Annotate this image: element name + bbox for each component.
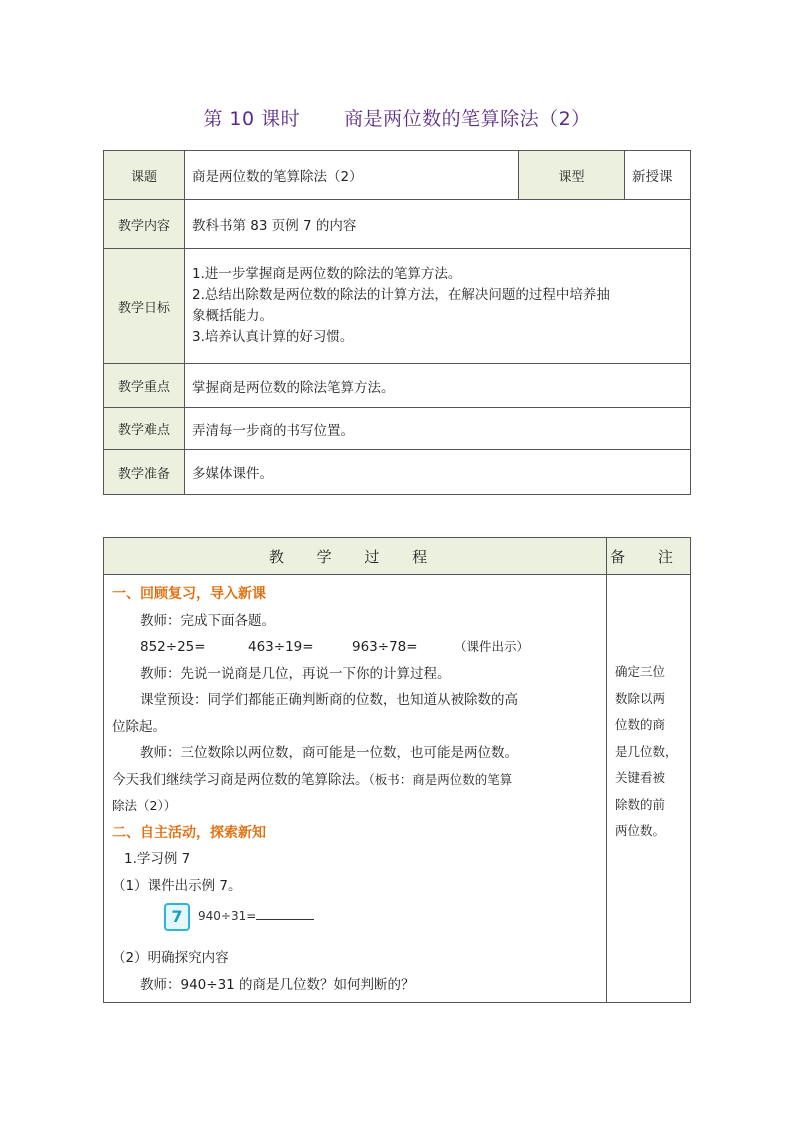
paragraph: 教师：940÷31 的商是几位数？如何判断的？ <box>140 976 415 993</box>
key-label: 教学重点 <box>104 364 185 408</box>
equation-note: （课件出示） <box>454 639 530 654</box>
note-text: 确定三位 数除以两 位数的商 是几位数， 关键看被 除数的前 两位数。 <box>615 664 678 838</box>
lesson-number: 第 10 课时 <box>203 108 301 130</box>
example-7 <box>112 899 600 945</box>
equation-row <box>112 634 600 661</box>
course-value: 商是两位数的笔算除法（2） <box>185 151 519 200</box>
paragraph: 位除起。 <box>112 718 166 735</box>
course-label: 课题 <box>104 151 185 200</box>
difficult-label: 教学难点 <box>104 408 185 450</box>
page-title <box>0 104 794 131</box>
goal-label: 教学日标 <box>104 249 185 364</box>
paragraph: 除法（2）） <box>112 798 177 813</box>
goal-item: 1.进一步掌握商是两位数的除法的笔算方法。 <box>192 266 462 282</box>
goal-item: 2.总结出除数是两位数的除法的计算方法，在解决问题的过程中培养抽 <box>192 287 610 303</box>
paragraph: 教师：三位数除以两位数，商可能是一位数，也可能是两位数。 <box>140 745 518 761</box>
note-header: 备 注 <box>607 538 691 575</box>
example-expression: 940÷31= <box>198 907 314 923</box>
equation: 963÷78= <box>352 639 418 655</box>
answer-blank <box>256 907 314 920</box>
paragraph: （2）明确探究内容 <box>112 950 229 966</box>
section-heading: 二、自主活动，探索新知 <box>112 824 266 841</box>
key-value: 掌握商是两位数的除法笔算方法。 <box>185 364 691 408</box>
prep-label: 教学准备 <box>104 450 185 495</box>
goal-item: 象概括能力。 <box>192 308 273 324</box>
prep-value: 多媒体课件。 <box>185 450 691 495</box>
paragraph: 课堂预设：同学们都能正确判断商的位数，也知道从被除数的高 <box>140 692 518 708</box>
content-label: 教学内容 <box>104 200 185 249</box>
paragraph: 今天我们继续学习商是两位数的笔算除法。（板书：商是两位数的笔算 <box>112 771 513 788</box>
goal-list <box>185 249 691 364</box>
process-header: 教 学 过 程 <box>104 538 607 575</box>
section-heading: 一、回顾复习，导入新课 <box>112 586 266 602</box>
lesson-topic: 商是两位数的笔算除法（2） <box>344 108 591 130</box>
type-label: 课型 <box>519 151 625 200</box>
equation: 852÷25= <box>140 639 206 655</box>
process-body <box>104 575 607 1003</box>
example-number-badge: 7 <box>164 903 190 931</box>
teaching-process-table <box>103 537 691 1003</box>
difficult-value: 弄清每一步商的书写位置。 <box>185 408 691 450</box>
note-column <box>607 575 691 1003</box>
paragraph: 教师：先说一说商是几位，再说一下你的计算过程。 <box>140 665 451 682</box>
paragraph: 教师：完成下面各题。 <box>140 612 275 629</box>
lesson-info-table <box>103 150 691 495</box>
content-value: 教科书第 83 页例 7 的内容 <box>185 200 691 249</box>
paragraph: （1）课件出示例 7。 <box>112 877 242 894</box>
goal-item: 3.培养认真计算的好习惯。 <box>192 329 354 345</box>
paragraph: 1.学习例 7 <box>124 851 191 867</box>
equation: 463÷19= <box>248 639 314 655</box>
type-value: 新授课 <box>625 151 691 200</box>
